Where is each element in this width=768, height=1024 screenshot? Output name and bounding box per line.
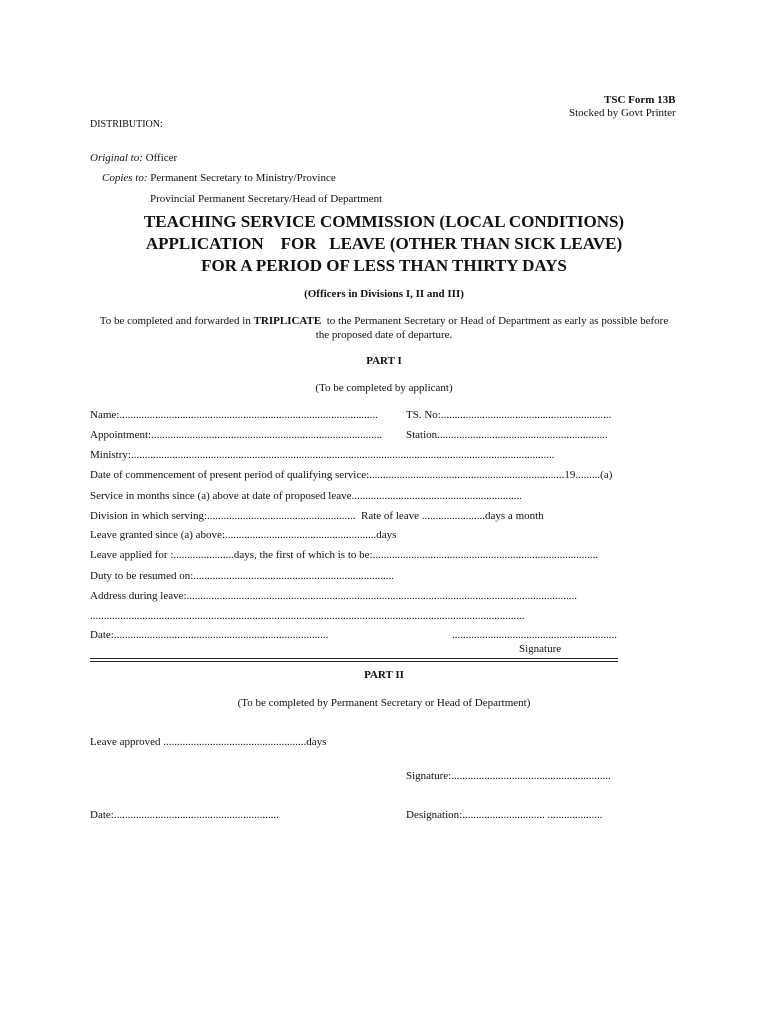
part1-heading: PART I (366, 355, 402, 367)
approval-date-field[interactable]: Date:............................................................ (90, 809, 279, 821)
date-field[interactable]: Date:.............................................................................. (90, 629, 329, 641)
duty-resumed-field[interactable]: Duty to be resumed on:......................................................................... (90, 570, 395, 582)
distribution-label: DISTRIBUTION: (90, 119, 163, 130)
title-line-1: TEACHING SERVICE COMMISSION (LOCAL CONDITIONS) (143, 212, 625, 231)
name-field[interactable]: Name:.............................................................................................. (90, 409, 378, 421)
approver-signature-field[interactable]: Signature:.......................................................... (406, 770, 611, 782)
original-to (90, 152, 177, 164)
part2-heading: PART II (364, 669, 404, 681)
stocked-by: Stocked by Govt Printer (569, 107, 676, 119)
rate-of-leave-field[interactable]: Rate of leave .......................days a month (361, 510, 544, 522)
part1-subheading: (To be completed by applicant) (315, 382, 453, 394)
station-field[interactable]: Station.............................................................. (406, 429, 608, 441)
ts-no-field[interactable]: TS. No:.............................................................. (406, 409, 612, 421)
service-months-field[interactable]: Service in months since (a) above at date of proposed leave.............................................................. (90, 490, 522, 502)
division-field[interactable]: Division in which serving:...................................................... (90, 510, 356, 522)
address-continuation-field[interactable]: .............................................................................................................................................................. (90, 610, 525, 622)
leave-applied-field[interactable]: Leave applied for :......................days, the first of which is to be:.................................................................................. (90, 549, 599, 561)
original-to-label: Original to: (90, 152, 143, 164)
copies-to-label: Copies to: (102, 172, 148, 184)
section-divider (90, 658, 618, 662)
instructions-line-2: the proposed date of departure. (315, 329, 453, 341)
subtitle: (Officers in Divisions I, II and III) (304, 288, 464, 300)
part2-subheading: (To be completed by Permanent Secretary or Head of Department) (237, 697, 531, 709)
leave-approved-field[interactable]: Leave approved ....................................................days (90, 736, 327, 748)
form-number: TSC Form 13B (604, 94, 676, 106)
title-line-3: FOR A PERIOD OF LESS THAN THIRTY DAYS (201, 256, 567, 275)
appointment-field[interactable]: Appointment:.................................................................................... (90, 429, 383, 441)
copies-to-line2: Provincial Permanent Secretary/Head of Department (150, 193, 383, 205)
ministry-field[interactable]: Ministry:.......................................................................................................................................................... (90, 449, 555, 461)
original-to-value: Officer (142, 152, 178, 164)
leave-granted-field[interactable]: Leave granted since (a) above:.......................................................days (90, 529, 397, 541)
instructions-pre: To be completed and forwarded in (99, 315, 254, 327)
address-field[interactable]: Address during leave:.............................................................................................................................................. (90, 590, 578, 602)
title-line-2: APPLICATION FOR LEAVE (OTHER THAN SICK LEAVE) (145, 234, 623, 253)
instructions-line-1 (0, 315, 768, 327)
signature-label: Signature (519, 643, 562, 655)
signature-line[interactable]: ............................................................ (452, 629, 617, 641)
designation-field[interactable]: Designation:.............................. .................... (406, 809, 603, 821)
copies-to (102, 172, 336, 184)
copies-to-value: Permanent Secretary to Ministry/Province (147, 172, 336, 184)
instructions-post: to the Permanent Secretary or Head of Department as early as possible before (321, 315, 669, 327)
instructions-emphasis: TRIPLICATE (253, 315, 322, 327)
commencement-field[interactable]: Date of commencement of present period of qualifying service:.......................................................................19.........(a) (90, 469, 613, 481)
